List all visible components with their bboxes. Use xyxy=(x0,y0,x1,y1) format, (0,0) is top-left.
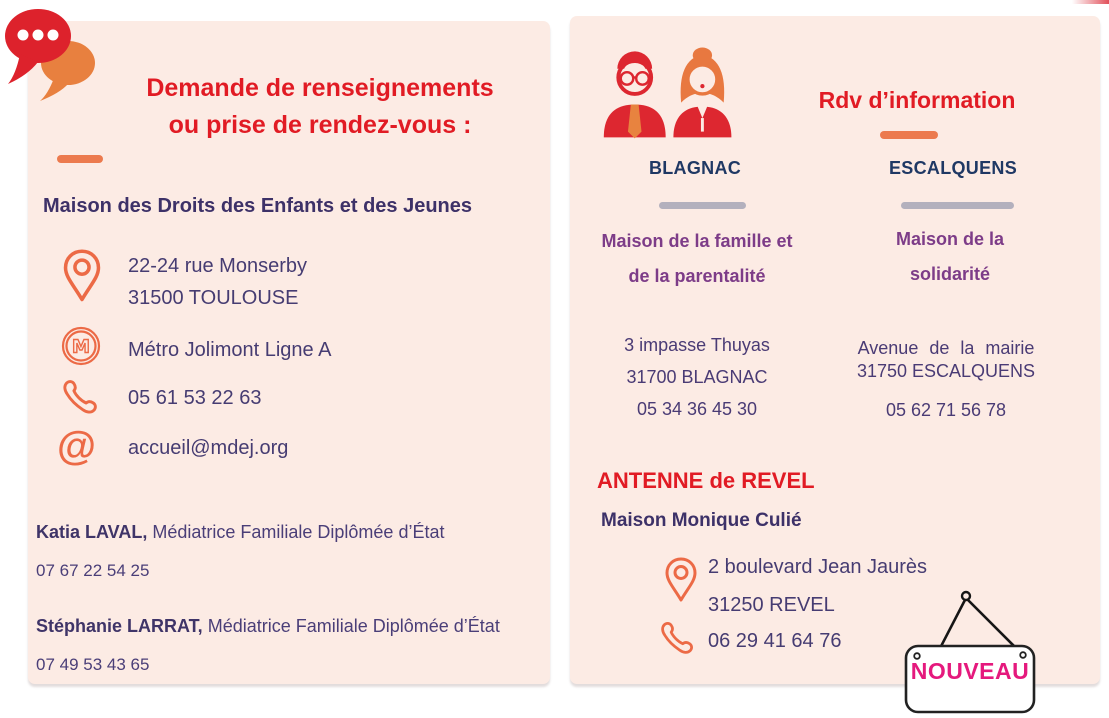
blagnac-name-line2: de la parentalité xyxy=(628,266,766,286)
escalquens-phone: 05 62 71 56 78 xyxy=(885,400,1007,420)
orange-divider-rdv xyxy=(880,131,938,139)
phone-line: 05 61 53 22 63 xyxy=(128,387,262,409)
mediator-2-role: Médiatrice Familiale Diplômée d’État xyxy=(207,616,500,636)
blagnac-address-line2: 31700 BLAGNAC xyxy=(626,367,768,387)
svg-text:M: M xyxy=(72,336,90,358)
mediator-2-phone: 07 49 53 43 65 xyxy=(36,655,150,674)
escalquens-location-name xyxy=(840,222,1060,292)
location-pin-icon xyxy=(62,247,102,305)
escalquens-name-line1: Maison de la xyxy=(895,229,1005,249)
mediator-1-name: Katia LAVAL, xyxy=(36,522,148,542)
mediator-1-role: Médiatrice Familiale Diplômée d’État xyxy=(152,522,445,542)
antenne-title: ANTENNE de REVEL xyxy=(597,468,815,493)
escalquens-address-line1: Avenue de la mairie xyxy=(857,338,1035,358)
antenne-name: Maison Monique Culié xyxy=(601,510,802,531)
mediators-people-icon xyxy=(598,42,743,140)
nouveau-badge: NOUVEAU xyxy=(910,658,1030,684)
address-line1: 22-24 rue Monserby xyxy=(128,255,307,277)
mediator-1 xyxy=(36,522,444,543)
gray-divider-escalquens xyxy=(901,202,1014,209)
phone-icon xyxy=(60,377,100,419)
revel-phone: 06 29 41 64 76 xyxy=(708,630,842,652)
mediator-1-phone: 07 67 22 54 25 xyxy=(36,561,150,580)
revel-address-line1: 2 boulevard Jean Jaurès xyxy=(708,556,928,578)
corner-decoration xyxy=(1072,0,1109,4)
at-icon: @ xyxy=(57,424,97,468)
city-escalquens: ESCALQUENS xyxy=(888,158,1017,178)
metro-icon xyxy=(61,326,101,366)
mediator-2 xyxy=(36,616,500,637)
blagnac-address-line1: 3 impasse Thuyas xyxy=(624,335,770,355)
contact-panel xyxy=(28,21,550,684)
nouveau-sign xyxy=(900,588,1040,718)
city-blagnac: BLAGNAC xyxy=(648,158,742,178)
panel-title-line2: ou prise de rendez-vous : xyxy=(168,111,472,139)
orange-divider xyxy=(57,155,103,163)
location-pin-icon-revel xyxy=(664,551,698,609)
metro-line: Métro Jolimont Ligne A xyxy=(128,339,332,361)
gray-divider-blagnac xyxy=(659,202,746,209)
escalquens-name-line2: solidarité xyxy=(909,264,991,284)
blagnac-location-name xyxy=(587,224,807,294)
chat-bubbles-icon xyxy=(2,2,107,107)
phone-icon-revel xyxy=(658,620,696,658)
blagnac-phone: 05 34 36 45 30 xyxy=(636,399,758,419)
blagnac-name-line1: Maison de la famille et xyxy=(601,231,793,251)
escalquens-address-line2: 31750 ESCALQUENS xyxy=(856,361,1036,381)
rdv-panel xyxy=(570,16,1100,684)
rdv-title: Rdv d’information xyxy=(818,87,1016,113)
address-line2: 31500 TOULOUSE xyxy=(128,287,299,309)
organization-name: Maison des Droits des Enfants et des Jeunes xyxy=(43,195,473,217)
panel-title xyxy=(90,70,550,144)
mediator-2-name: Stéphanie LARRAT, xyxy=(36,616,203,636)
panel-title-line1: Demande de renseignements xyxy=(146,74,494,102)
email-line: accueil@mdej.org xyxy=(128,437,289,459)
revel-address-line2: 31250 REVEL xyxy=(708,594,835,616)
